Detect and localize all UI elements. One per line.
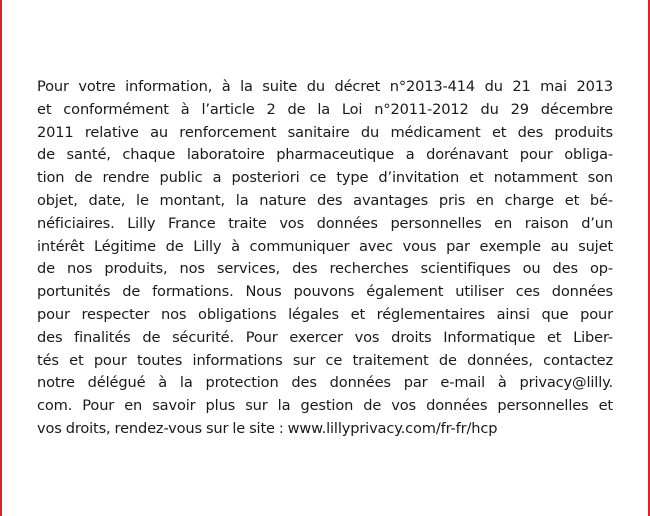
notice-line: des finalités de sécurité. Pour exercer vos droits Informatique et Liber- <box>37 328 613 346</box>
notice-line: Pour votre information, à la suite du décret n°2013-414 du 21 mai 2013 <box>37 78 613 95</box>
notice-line: notre délégué à la protection des données par e-mail à privacy@lilly. <box>37 374 613 392</box>
notice-line: 2011 relative au renforcement sanitaire du médicament et des produits <box>37 123 613 141</box>
notice-line: tés et pour toutes informations sur ce traitement de données, contactez <box>37 351 613 369</box>
notice-line: intérêt Légitime de Lilly à communiquer avec vous par exemple au sujet <box>37 237 613 255</box>
notice-line: néficiaires. Lilly France traite vos données personnelles en raison d’un <box>37 214 613 232</box>
notice-line: objet, date, le montant, la nature des avantages pris en charge et bé- <box>37 191 613 209</box>
notice-line: et conformément à l’article 2 de la Loi n°2011-2012 du 29 décembre <box>37 100 613 118</box>
notice-line: pour respecter nos obligations légales et réglementaires ainsi que pour <box>37 305 613 323</box>
left-border <box>0 0 2 516</box>
notice-line: com. Pour en savoir plus sur la gestion de vos données personnelles et <box>37 397 613 415</box>
notice-line: de nos produits, nos services, des recherches scientifiques ou des op- <box>37 260 613 278</box>
notice-line: de santé, chaque laboratoire pharmaceutique a dorénavant pour obliga- <box>37 146 613 164</box>
notice-line: portunités de formations. Nous pouvons également utiliser ces données <box>37 283 613 301</box>
notice-line: tion de rendre public a posteriori ce type d’invitation et notamment son <box>37 169 613 187</box>
notice-line-last: vos droits, rendez-vous sur le site : www.lillyprivacy.com/fr-fr/hcp <box>37 419 498 437</box>
privacy-notice <box>37 76 613 441</box>
